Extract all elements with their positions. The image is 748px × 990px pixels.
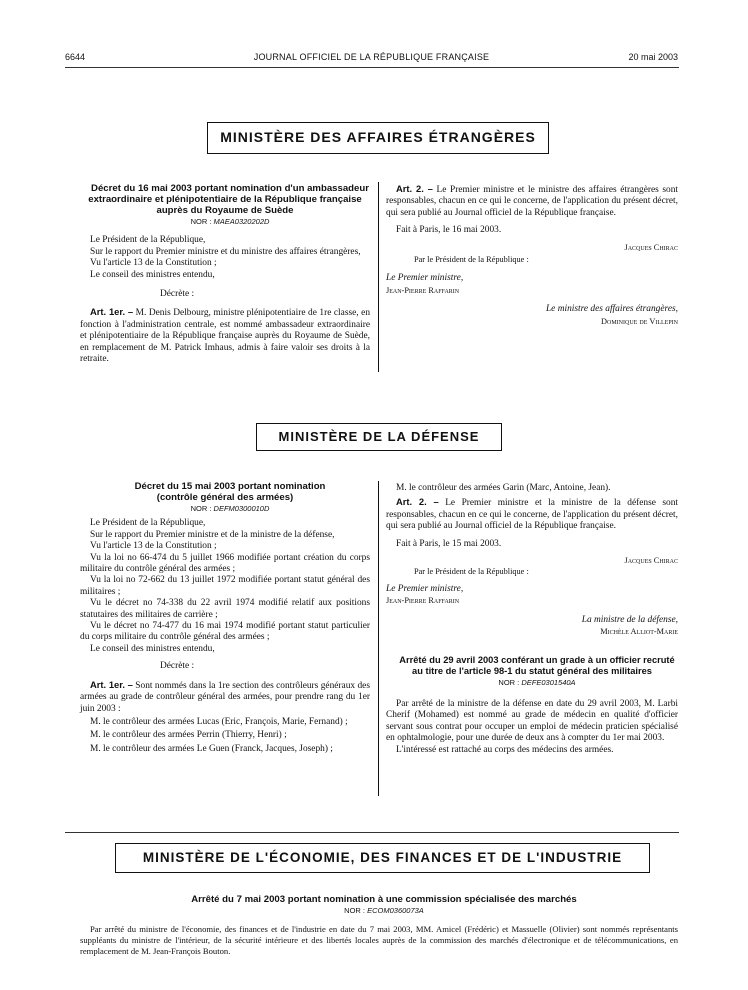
preamble-line: Sur le rapport du Premier ministre et du ministre des affaires étrangères, (90, 246, 361, 257)
preamble-line: Vu le décret no 74-338 du 22 avril 1974 modifié relatif aux positions statutaires des militaires de carrière ; (80, 598, 370, 620)
decree-title: Décret du 16 mai 2003 portant nomination d'un ambassadeur extraordinaire et plénipotentiaire de la République française auprès du Royaume de Suède (88, 183, 369, 216)
decrete-line: Décrète : (160, 661, 195, 672)
page-number: 6644 (65, 52, 86, 62)
nor-line: NOR : DEFM0300010D (190, 504, 270, 513)
preamble-line: Sur le rapport du Premier ministre et de la ministre de la défense, (90, 529, 335, 540)
ministry-box-economie (115, 843, 650, 873)
ministry-name: MINISTÈRE DE LA DÉFENSE (278, 429, 480, 444)
journal-title: JOURNAL OFFICIEL DE LA RÉPUBLIQUE FRANÇAISE (253, 52, 490, 62)
minister-title: La ministre de la défense, (581, 614, 678, 625)
preamble-line: Le conseil des ministres entendu, (90, 643, 215, 654)
issue-date: 20 mai 2003 (628, 52, 678, 62)
column-divider (378, 182, 379, 372)
preamble-line: Vu l'article 13 de la Constitution ; (90, 258, 217, 269)
pm-title: Le Premier ministre, (386, 273, 464, 284)
minister-name: Michèle Alliot-Marie (600, 627, 678, 637)
decree-1-left-column (80, 183, 370, 365)
ministry-name: MINISTÈRE DE L'ÉCONOMIE, DES FINANCES ET DE L'INDUSTRIE (142, 850, 623, 865)
arrete-paragraph: Par arrêté du ministre de l'économie, des finances et de l'industrie en date du 7 mai 2003, MM. Amicel (Frédéric) et Massuelle (Olivier) sont nommés représentants suppléants du ministre de l'intérieur, de la sécurité intérieure et des libertés locales auprès de la commission des marchés d'électronique et de télécommunications, en remplacement de M. Jean-François Bouton. (80, 924, 678, 956)
pm-name: Jean-Pierre Raffarin (386, 596, 460, 606)
nor-code: ECOM0360073A (367, 906, 424, 915)
ministry-box-affaires-etrangeres (207, 122, 549, 154)
minister-title: Le ministre des affaires étrangères, (545, 304, 678, 315)
arrete-title: Arrêté du 29 avril 2003 conférant un grade à un officier recruté au titre de l'article 98-1 du statut général des militaires (399, 655, 675, 677)
header-rule (65, 67, 679, 68)
article-1: Art. 1er. – M. Denis Delbourg, ministre plénipotentiaire de 1re classe, en fonction à l'administration centrale, est nommé ambassadeur extraordinaire et plénipotentiaire de la République française auprès du Royaume de Suède, en remplacement de M. Patrick Imhaus, admis à faire valoir ses droits à la retraite. (80, 306, 371, 365)
decree-title: Décret du 15 mai 2003 portant nomination (contrôle général des armées) (134, 481, 326, 503)
nor-code: MAEA0320202D (213, 217, 270, 226)
signer-name: Jacques Chirac (624, 556, 678, 566)
nor-code: DEFE0301540A (521, 678, 576, 688)
nominee-line: M. le contrôleur des armées Le Guen (Franck, Jacques, Joseph) ; (90, 743, 333, 754)
nor-line: NOR : DEFE0301540A (498, 678, 576, 688)
column-divider (378, 481, 379, 796)
nominee-line: M. le contrôleur des armées Garin (Marc, Antoine, Jean). (396, 483, 611, 493)
page-header (65, 52, 678, 66)
preamble-line: Vu le décret no 74-477 du 16 mai 1974 modifié portant statut particulier du corps militaire du contrôle général des armées ; (80, 621, 370, 643)
par-line: Par le Président de la République : (414, 567, 529, 577)
article-2: Art. 2. – Le Premier ministre et la ministre de la défense sont responsables, chacun en ce qui le concerne, de l'application du présent décret, qui sera publié au Journal officiel de la République française. (386, 496, 679, 532)
decree-1-right-column (386, 183, 678, 327)
section-rule (65, 832, 679, 833)
article-2: Art. 2. – Le Premier ministre et le ministre des affaires étrangères sont responsables, chacun en ce qui le concerne, de l'application du présent décret, qui sera publié au Journal officiel de la République française. (386, 183, 679, 218)
decree-2-left-column (80, 481, 370, 755)
arrete-paragraph: L'intéressé est rattaché au corps des médecins des armées. (396, 744, 614, 755)
arrete-3-block (80, 894, 678, 956)
decree-2-right-column (386, 483, 678, 756)
arrete-title: Arrêté du 7 mai 2003 portant nomination à une commission spécialisée des marchés (191, 894, 577, 905)
par-line: Par le Président de la République : (414, 255, 529, 265)
preamble-line: Le Président de la République, (90, 518, 206, 529)
preamble-line: Vu la loi no 66-474 du 5 juillet 1966 modifiée portant création du corps militaire du contrôle général des armées ; (80, 552, 370, 575)
nor-line: NOR : ECOM0360073A (344, 906, 424, 915)
preamble-line: Vu la loi no 72-662 du 13 juillet 1972 modifiée portant statut général des militaires ; (80, 575, 370, 597)
pm-title: Le Premier ministre, (386, 583, 464, 594)
nor-line: NOR : MAEA0320202D (190, 217, 270, 226)
ministry-name: MINISTÈRE DES AFFAIRES ÉTRANGÈRES (220, 129, 536, 145)
preamble-line: Le conseil des ministres entendu, (90, 269, 215, 280)
nominee-line: M. le contrôleur des armées Perrin (Thierry, Henri) ; (90, 730, 287, 741)
minister-name: Dominique de Villepin (601, 316, 678, 326)
ministry-box-defense (256, 423, 502, 451)
decrete-line: Décrète : (160, 289, 195, 300)
nor-code: DEFM0300010D (213, 504, 270, 513)
signer-name: Jacques Chirac (624, 242, 678, 252)
arrete-paragraph: Par arrêté de la ministre de la défense en date du 29 avril 2003, M. Larbi Cherif (Mohamed) est nommé au grade de médecin en qualité d'officier servant sous contrat pour occuper un emploi de médecin praticien spécialisé en ophtalmologie, pour une durée de deux ans à compter du 1er mai 2003. (386, 698, 678, 744)
preamble-line: Le Président de la République, (90, 235, 206, 246)
pm-name: Jean-Pierre Raffarin (386, 285, 460, 295)
fait-line: Fait à Paris, le 16 mai 2003. (396, 225, 502, 236)
nominee-line: M. le contrôleur des armées Lucas (Eric, François, Marie, Fernand) ; (90, 716, 348, 727)
fait-line: Fait à Paris, le 15 mai 2003. (396, 538, 502, 549)
preamble-line: Vu l'article 13 de la Constitution ; (90, 541, 217, 552)
article-1: Art. 1er. – Sont nommés dans la 1re section des contrôleurs généraux des armées au grade de contrôleur général des armées, pour prendre rang du 1er juin 2003 : (80, 678, 370, 714)
